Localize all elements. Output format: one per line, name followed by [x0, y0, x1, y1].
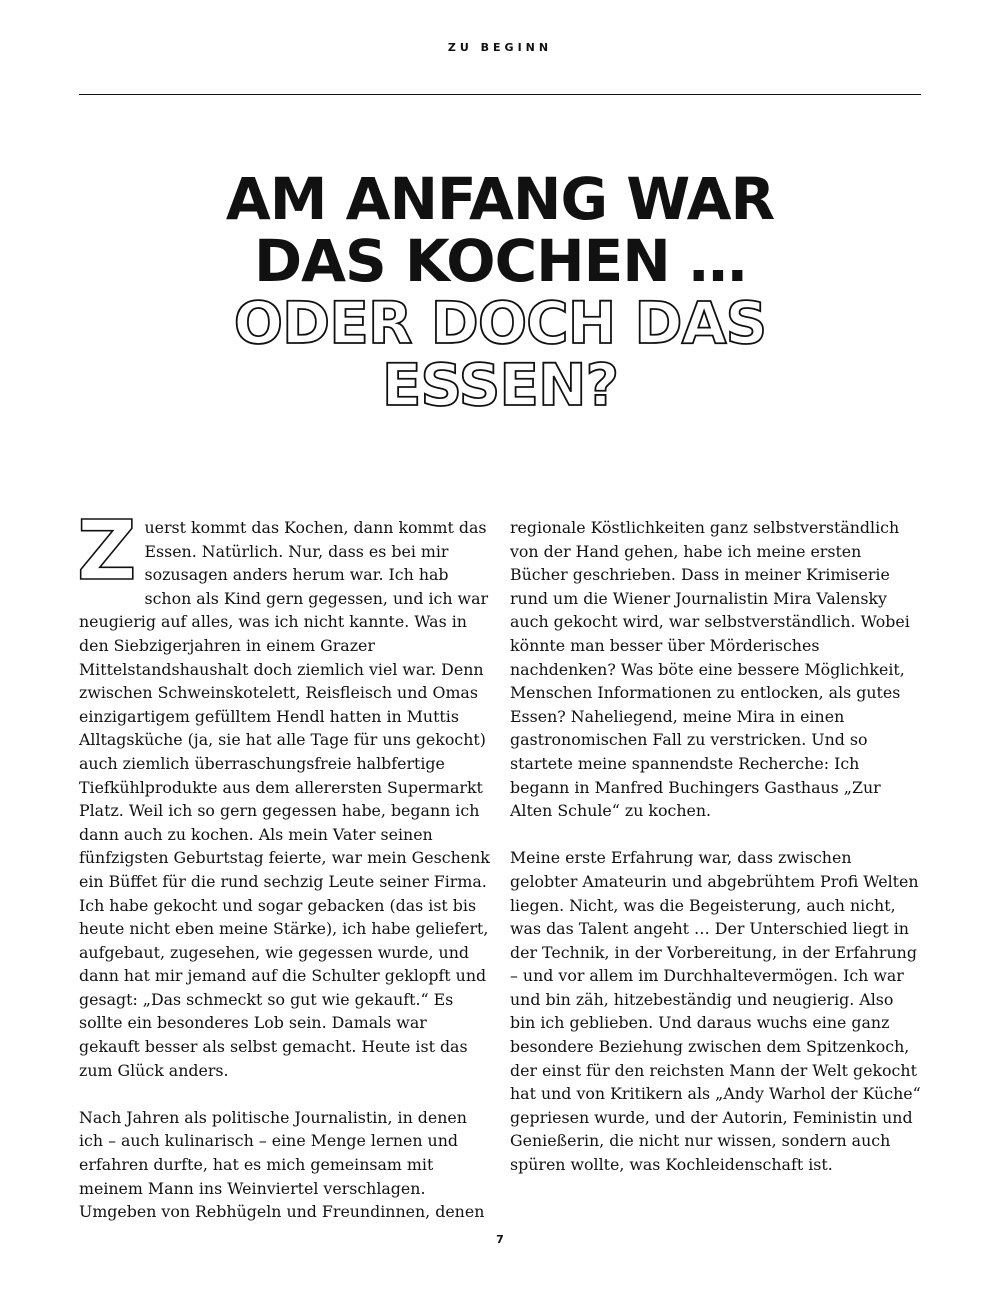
- paragraph: regionale Köstlichkeiten ganz selbstverständlich von der Hand gehen, habe ich meine ersten Bücher geschrieben. Dass in meiner Krimiserie rund um die Wiener Journalistin Mira Valensky auch gekocht wird, war selbstverständlich. Wobei könnte man besser über Mörderisches nachdenken? Was böte eine bessere Möglichkeit, Menschen Informationen zu entlocken, als gutes Essen? Naheliegend, meine Mira in einen gastronomischen Fall zu verstricken. Und so startete meine spannendste Recherche: Ich begann in Manfred Buchingers Gasthaus „Zur Alten Schule“ zu kochen.: [510, 518, 910, 821]
- text-column-left: [77, 504, 491, 1247]
- header-divider: [79, 94, 921, 95]
- text-column-right: [510, 516, 922, 1200]
- paragraph: Nach Jahren als politische Journalistin, in denen ich – auch kulinarisch – eine Menge lernen und erfahren durfte, hat es mich gemeinsam mit meinem Mann ins Weinviertel verschlagen. Umgeben von Rebhügeln und Freundinnen, denen: [79, 1107, 485, 1222]
- chapter-title: [0, 165, 1000, 419]
- title-line-4: ESSEN?: [381, 351, 619, 419]
- section-header: ZU BEGINN: [447, 41, 553, 54]
- title-line-1: AM ANFANG WAR: [225, 165, 775, 233]
- paragraph: [77, 504, 491, 1082]
- paragraph: Meine erste Erfahrung war, dass zwischen gelobter Amateurin und abgebrühtem Profi Welten liegen. Nicht, was die Begeisterung, auch nicht, was das Talent angeht … Der Unterschied liegt in der Technik, in der Vorbereitung, in der Erfahrung – und vor allem im Durchhaltevermögen. Ich war und bin zäh, hitzebeständig und neugierig. Also bin ich geblieben. Und daraus wuchs eine ganz besondere Beziehung zwischen dem Spitzenkoch, der einst für den reichsten Mann der Welt gekocht hat und von Kritikern als „Andy Warhol der Küche“ gepriesen wurde, und der Autorin, Feministin und Genießerin, die nicht nur wissen, sondern auch spüren wollte, was Kochleidenschaft ist.: [510, 848, 921, 1175]
- page-number: 7: [496, 1233, 504, 1246]
- title-line-3: ODER DOCH DAS: [233, 289, 767, 357]
- drop-cap: Z: [77, 504, 137, 599]
- paragraph-text: uerst kommt das Kochen, dann kommt das Essen. Natürlich. Nur, dass es bei mir sozusagen anders herum war. Ich hab schon als Kind gern gegessen, und ich war neugierig auf alles, was ich nicht kannte. Was in den Siebzigerjahren in einem Grazer Mittelstandshaushalt doch ziemlich viel war. Denn zwischen Schweinskotelett, Reisfleisch und Omas einzigartigem gefülltem Hendl hatten in Muttis Alltagsküche (ja, sie hat alle Tage für uns gekocht) auch ziemlich überraschungsfreie halbfertige Tiefkühlprodukte aus dem allerersten Supermarkt Platz. Weil ich so gern gegessen habe, begann ich dann auch zu kochen. Als mein Vater seinen fünfzigsten Geburtstag feierte, war mein Geschenk ein Büffet für die rund sechzig Leute seiner Firma. Ich habe gekocht und sogar gebacken (das ist bis heute nicht eben meine Stärke), ich habe geliefert, aufgebaut, zugesehen, wie gegessen wurde, und dann hat mir jemand auf die Schulter geklopft und gesagt: „Das schmeckt so gut wie gekauft.“ Es sollte ein besonderes Lob sein. Damals war gekauft besser als selbst gemacht. Heute ist das zum Glück anders.: [79, 518, 490, 1080]
- title-line-2: DAS KOCHEN …: [253, 227, 747, 295]
